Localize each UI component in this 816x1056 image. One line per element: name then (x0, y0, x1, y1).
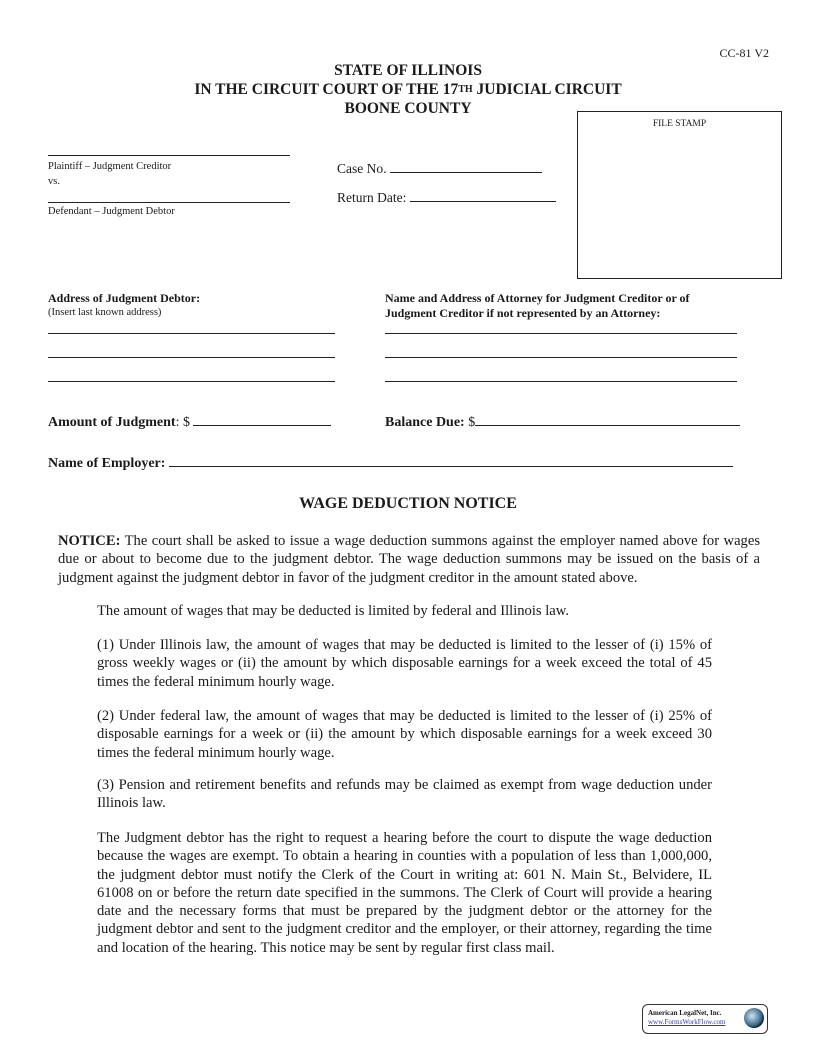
header-court-post: JUDICIAL CIRCUIT (472, 81, 622, 98)
debtor-address-hint: (Insert last known address) (48, 307, 162, 318)
form-code: CC-81 V2 (719, 46, 769, 60)
defendant-label: Defendant – Judgment Debtor (48, 206, 175, 217)
american-legalnet-logo[interactable] (642, 1004, 768, 1034)
notice-lead: NOTICE: (58, 533, 121, 549)
header-state: STATE OF ILLINOIS (334, 62, 482, 79)
amount-field[interactable] (193, 412, 331, 426)
attorney-line-2[interactable] (385, 357, 737, 358)
amount-label: Amount of Judgment (48, 415, 176, 430)
header-court-sup: TH (458, 84, 473, 95)
paragraph-illinois-law: (1) Under Illinois law, the amount of wages that may be deducted is limited to the lesser of (i) 15% of gross weekly wages or (ii) the amount by which disposable earnings for a week exceed the total of 45 times the federal minimum hourly wage. (97, 637, 712, 690)
employer-field[interactable] (169, 453, 733, 467)
return-date-row (337, 188, 556, 206)
amount-suffix: : $ (175, 415, 190, 430)
balance-row (385, 412, 740, 431)
balance-label: Balance Due: (385, 415, 465, 430)
paragraph-pension: (3) Pension and retirement benefits and refunds may be claimed as exempt from wage deduction under Illinois law. (97, 777, 712, 812)
defendant-field[interactable] (48, 202, 290, 203)
debtor-address-line-3[interactable] (48, 381, 335, 382)
balance-field[interactable] (475, 412, 740, 426)
paragraph-hearing: The Judgment debtor has the right to request a hearing before the court to dispute the wage deduction because the wages are exempt. To obtain a hearing in counties with a population of less than 1,000,000, the judgment debtor must notify the Clerk of the Court in writing at: 601 N. Main St., Belvidere, IL 61008 on or before the return date specified in the summons. The Clerk of Court will provide a hearing date and the necessary forms that must be prepared by the judgment debtor or the attorney for the judgment debtor and sent to the judgment creditor and the employer, or their attorney, regarding the time and location of the hearing. This notice may be sent by regular first class mail. (97, 830, 712, 956)
attorney-line-3[interactable] (385, 381, 737, 382)
case-no-label: Case No. (337, 161, 387, 176)
notice-paragraph (58, 532, 760, 587)
amount-row (48, 412, 331, 431)
paragraph-limit: The amount of wages that may be deducted is limited by federal and Illinois law. (97, 603, 569, 619)
employer-label: Name of Employer: (48, 456, 166, 471)
logo-name: American LegalNet, Inc. (648, 1009, 722, 1017)
header-court-pre: IN THE CIRCUIT COURT OF THE 17 (194, 81, 459, 98)
paragraph-federal-law: (2) Under federal law, the amount of wages that may be deducted is limited to the lesser of (i) 25% of disposable earnings for a week or (ii) the amount by which disposable earnings for a week exceed 30 times the federal minimum hourly wage. (97, 708, 712, 761)
case-no-row (337, 159, 542, 177)
file-stamp-box (577, 111, 782, 279)
return-date-label: Return Date: (337, 190, 407, 205)
notice-title: WAGE DEDUCTION NOTICE (299, 495, 517, 512)
attorney-label-2: Judgment Creditor if not represented by an Attorney: (385, 306, 661, 320)
attorney-line-1[interactable] (385, 333, 737, 334)
header-court (0, 81, 816, 99)
debtor-address-line-1[interactable] (48, 333, 335, 334)
debtor-address-label: Address of Judgment Debtor: (48, 291, 201, 305)
balance-suffix: $ (464, 415, 476, 430)
plaintiff-label: Plaintiff – Judgment Creditor (48, 161, 172, 172)
attorney-label-1: Name and Address of Attorney for Judgment Creditor or of (385, 291, 690, 305)
return-date-field[interactable] (410, 188, 556, 202)
globe-icon (744, 1008, 764, 1028)
logo-url[interactable]: www.FormsWorkFlow.com (648, 1018, 726, 1026)
notice-text: The court shall be asked to issue a wage deduction summons against the employer named above for wages due or about to become due to the judgment debtor. The wage deduction summons may be issued on the basis of a judgment against the judgment debtor in favor of the judgment creditor in the amount stated above. (58, 533, 760, 586)
header-county: BOONE COUNTY (344, 100, 472, 117)
employer-row (48, 453, 733, 472)
debtor-address-line-2[interactable] (48, 357, 335, 358)
file-stamp-label: FILE STAMP (652, 119, 707, 129)
case-no-field[interactable] (390, 159, 542, 173)
plaintiff-field[interactable] (48, 155, 290, 156)
vs-label: vs. (48, 176, 60, 187)
